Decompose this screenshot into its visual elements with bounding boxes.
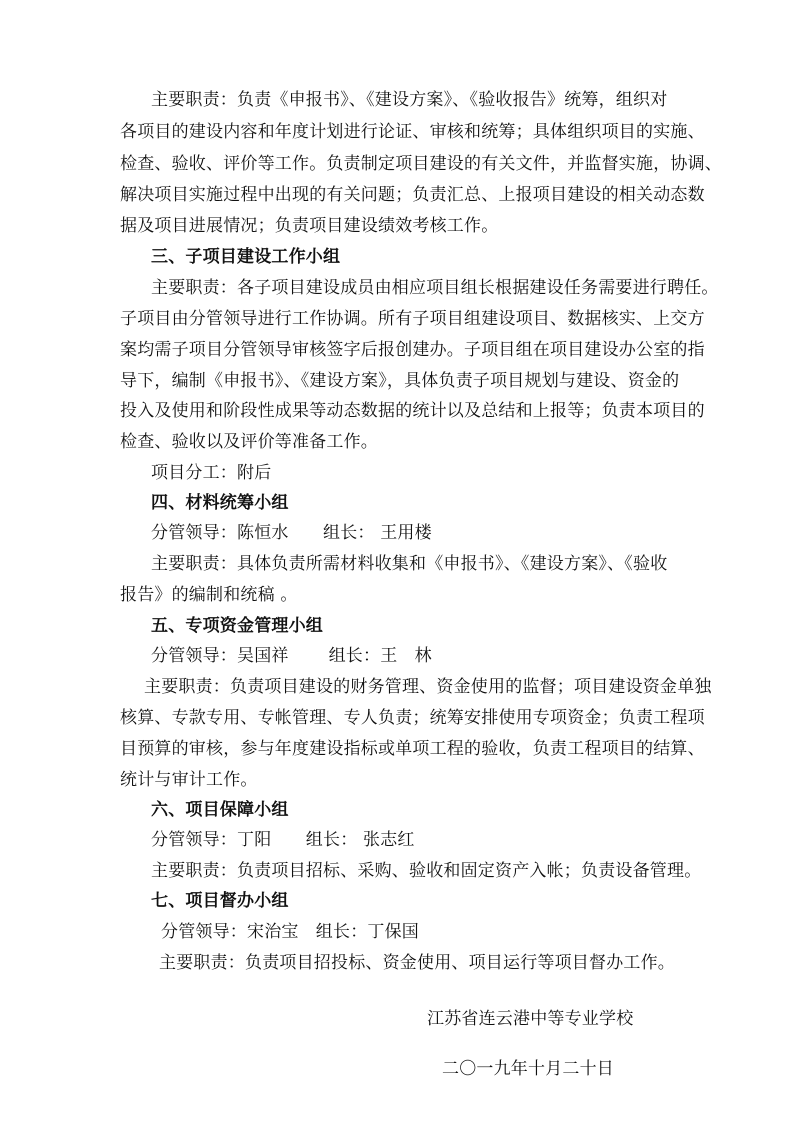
section4-line-2: 报告》的编制和统稿 。 bbox=[120, 585, 298, 605]
section6-duty: 主要职责：负责项目招标、采购、验收和固定资产入帐；负责设备管理。 bbox=[151, 861, 702, 881]
signature-org: 江苏省连云港中等专业学校 bbox=[427, 1009, 634, 1029]
intro-line-1: 主要职责：负责《申报书》、《建设方案》、《验收报告》统筹，组织对 bbox=[151, 90, 668, 110]
intro-line-5: 据及项目进展情况；负责项目建设绩效考核工作。 bbox=[120, 216, 499, 236]
section5-line-4: 统计与审计工作。 bbox=[120, 770, 258, 790]
section5-line-1: 主要职责：负责项目建设的财务管理、资金使用的监督；项目建设资金单独 bbox=[144, 677, 712, 697]
section5-line-3: 目预算的审核，参与年度建设指标或单项工程的验收，负责工程项目的结算、 bbox=[120, 739, 705, 759]
section5-leaders: 分管领导：吴国祥 组长：王 林 bbox=[151, 646, 432, 666]
section4-line-1: 主要职责：具体负责所需材料收集和《申报书》、《建设方案》、《验收 bbox=[151, 554, 668, 574]
section3-line-6: 检查、验收以及评价等准备工作。 bbox=[120, 432, 378, 452]
section7-leaders: 分管领导：宋治宝 组长：丁保国 bbox=[161, 922, 419, 942]
intro-line-2: 各项目的建设内容和年度计划进行论证、审核和统筹；具体组织项目的实施、 bbox=[120, 122, 705, 142]
section4-heading: 四、材料统筹小组 bbox=[151, 493, 289, 513]
section3-line-5: 投入及使用和阶段性成果等动态数据的统计以及总结和上报等；负责本项目的 bbox=[120, 401, 705, 421]
section3-line-4: 导下，编制《申报书》、《建设方案》，具体负责子项目规划与建设、资金的 bbox=[120, 371, 680, 391]
section6-heading: 六、项目保障小组 bbox=[151, 800, 289, 820]
intro-line-4: 解决项目实施过程中出现的有关问题；负责汇总、上报项目建设的相关动态数 bbox=[120, 185, 705, 205]
section6-leaders: 分管领导：丁阳 组长： 张志红 bbox=[151, 830, 415, 850]
section3-division: 项目分工：附后 bbox=[151, 463, 272, 483]
intro-line-3: 检查、验收、评价等工作。负责制定项目建设的有关文件，并监督实施，协调、 bbox=[120, 154, 722, 174]
section3-heading: 三、子项目建设工作小组 bbox=[151, 247, 341, 267]
section5-line-2: 核算、专款专用、专帐管理、专人负责；统筹安排使用专项资金；负责工程项 bbox=[120, 708, 705, 728]
section4-leaders: 分管领导：陈恒水 组长： 王用楼 bbox=[151, 523, 432, 543]
section7-duty: 主要职责：负责项目招投标、资金使用、项目运行等项目督办工作。 bbox=[159, 953, 675, 973]
section3-line-2: 子项目由分管领导进行工作协调。所有子项目组建设项目、数据核实、上交方 bbox=[120, 309, 705, 329]
signature-date: 二〇一九年十月二十日 bbox=[442, 1059, 614, 1079]
section3-line-3: 案均需子项目分管领导审核签字后报创建办。子项目组在项目建设办公室的指 bbox=[120, 340, 705, 360]
section3-line-1: 主要职责：各子项目建设成员由相应项目组长根据建设任务需要进行聘任。 bbox=[151, 278, 719, 298]
section5-heading: 五、专项资金管理小组 bbox=[151, 616, 323, 636]
section7-heading: 七、项目督办小组 bbox=[151, 891, 289, 911]
